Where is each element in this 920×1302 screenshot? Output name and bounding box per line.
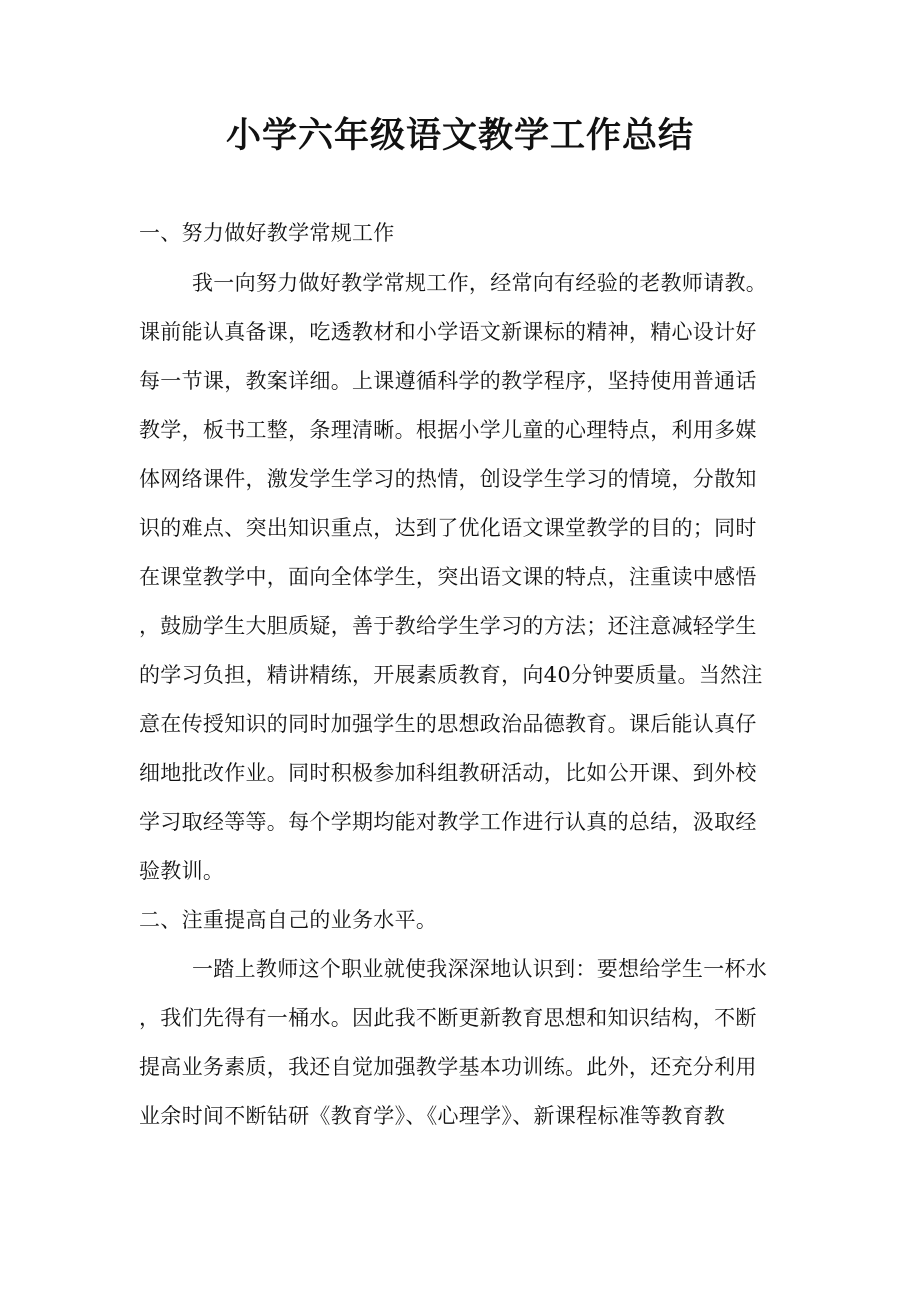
paragraph-line: 的学习负担，精讲精练，开展素质教育，向40分钟要质量。当然注 — [139, 663, 763, 687]
paragraph-line: 体网络课件，激发学生学习的热情，创设学生学习的情境，分散知 — [139, 467, 757, 491]
paragraph-line: ，我们先得有一桶水。因此我不断更新教育思想和知识结构，不断 — [139, 1006, 757, 1030]
paragraph-line: 我一向努力做好教学常规工作，经常向有经验的老教师请教。 — [192, 271, 768, 295]
paragraph-line: 在课堂教学中，面向全体学生，突出语文课的特点，注重读中感悟 — [139, 565, 757, 589]
paragraph-line: 业余时间不断钻研《教育学》、《心理学》、新课程标准等教育教 — [139, 1104, 726, 1128]
paragraph-line: 细地批改作业。同时积极参加科组教研活动，比如公开课、到外校 — [139, 761, 757, 785]
paragraph-line: 识的难点、突出知识重点，达到了优化语文课堂教学的目的；同时 — [139, 516, 757, 540]
document-title: 小学六年级语文教学工作总结 — [225, 115, 694, 156]
paragraph-line: 意在传授知识的同时加强学生的思想政治品德教育。课后能认真仔 — [139, 712, 757, 736]
paragraph-line: ，鼓励学生大胆质疑，善于教给学生学习的方法；还注意减轻学生 — [139, 614, 757, 638]
paragraph-line: 教学，板书工整，条理清晰。根据小学儿童的心理特点，利用多媒 — [139, 418, 757, 442]
paragraph-line: 一踏上教师这个职业就使我深深地认识到：要想给学生一杯水 — [192, 957, 768, 981]
section-heading-2: 二、注重提高自己的业务水平。 — [139, 908, 438, 932]
paragraph-line: 学习取经等等。每个学期均能对教学工作进行认真的总结，汲取经 — [139, 810, 757, 834]
section-heading-1: 一、努力做好教学常规工作 — [139, 221, 395, 245]
paragraph-line: 每一节课，教案详细。上课遵循科学的教学程序，坚持使用普通话 — [139, 369, 757, 393]
paragraph-line: 提高业务素质，我还自觉加强教学基本功训练。此外，还充分利用 — [139, 1055, 757, 1079]
paragraph-line: 验教训。 — [139, 859, 225, 883]
paragraph-line: 课前能认真备课，吃透教材和小学语文新课标的精神，精心设计好 — [139, 320, 757, 344]
